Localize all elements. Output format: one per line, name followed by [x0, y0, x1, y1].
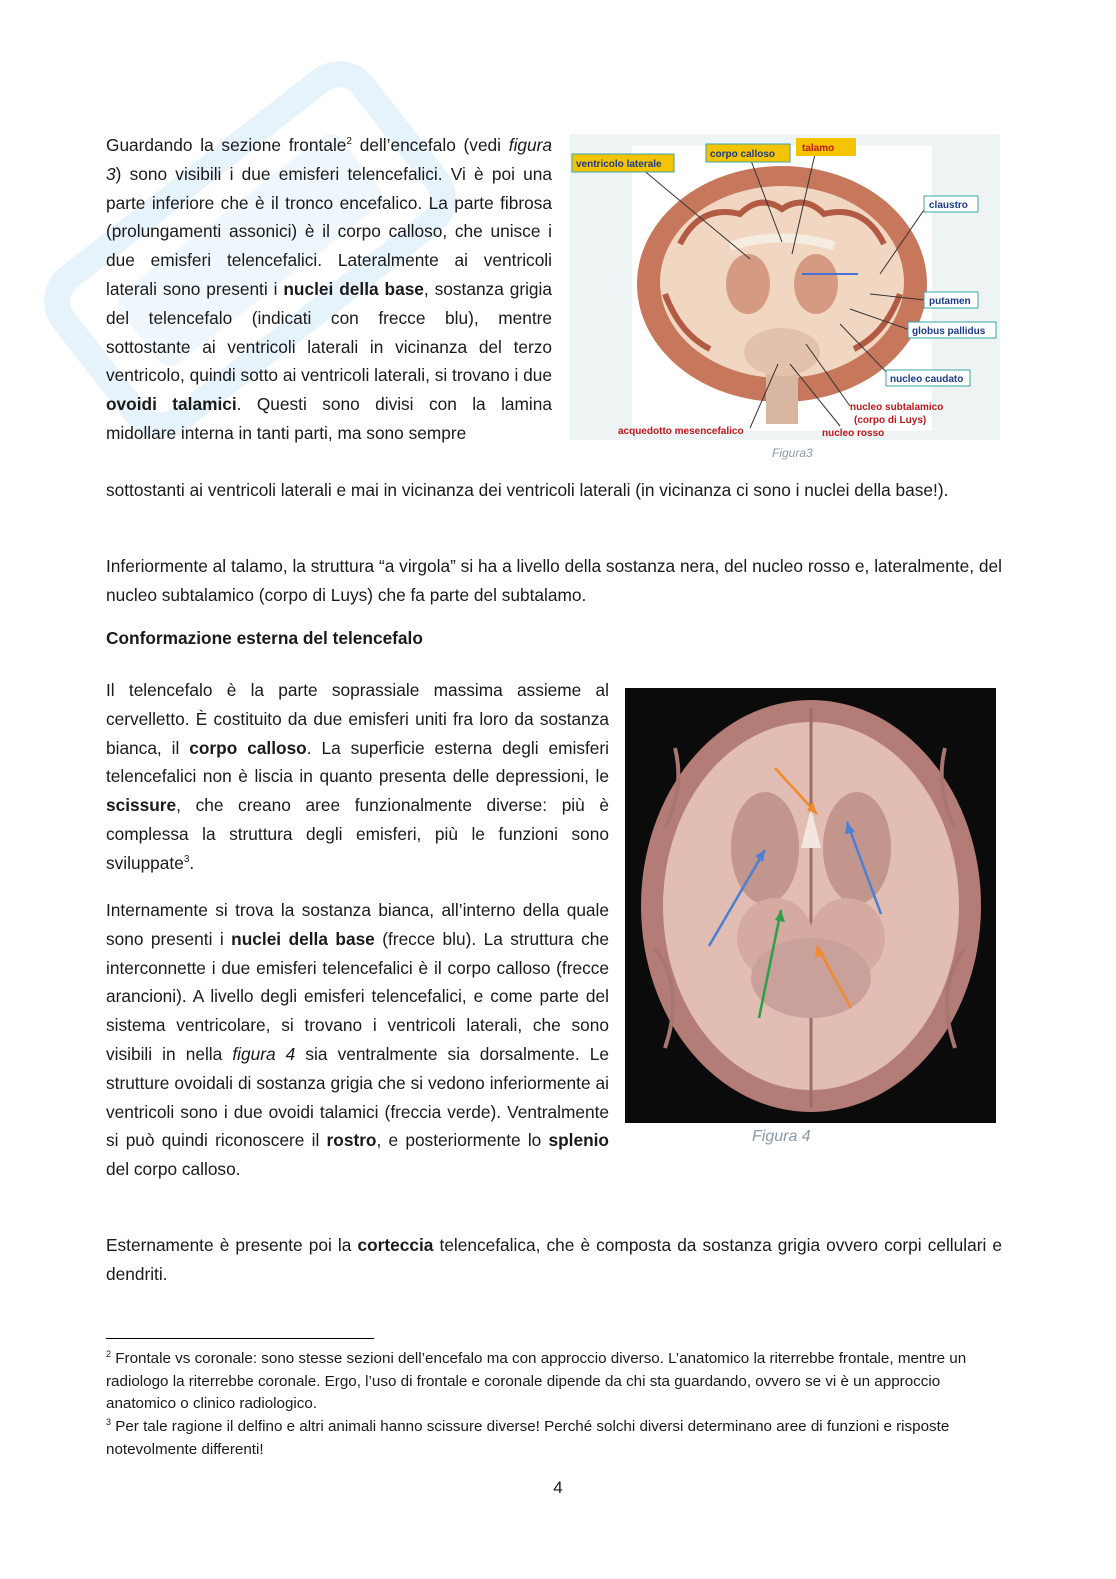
paragraph-frontal-section-cont: sottostanti ai ventricoli laterali e mai in vicinanza dei ventricoli laterali (in vicinanza ci sono i nuclei della base!).	[106, 480, 949, 500]
figure-3-coronal-section	[570, 134, 1000, 440]
label-globus-pallidus: globus pallidus	[912, 326, 986, 337]
label-ventricolo-laterale: ventricolo laterale	[576, 159, 662, 170]
figure-4-axial-section	[625, 688, 996, 1123]
label-nucleo-rosso: nucleo rosso	[822, 428, 885, 439]
label-corpo-di-luys: (corpo di Luys)	[854, 415, 927, 426]
label-nucleo-subtalamico: nucleo subtalamico	[850, 402, 944, 413]
paragraph-frontal-section: Guardando la sezione frontale$^2$ dell’encefalo (vedi figura 3) sono visibili i due emisferi telencefalici. Vi è poi una parte inferiore che è il tronco encefalico. La parte fibrosa (prolungamenti assonici) è il corpo calloso, che unisce i due emisferi telencefalici. Lateralmente ai ventricoli laterali sono presenti i nuclei della base, sostanza grigia del telencefalo (indicati con frecce blu), mentre sottostante ai ventricoli laterali in vicinanza del terzo ventricolo, quindi sotto ai ventricoli laterali, si trovano i due ovoidi talamici. Questi sono divisi con la lamina midollare interna in tanti parti, ma sono sempre	[106, 135, 552, 443]
page-number: 4	[553, 1478, 563, 1497]
brain-axial-photo	[641, 700, 981, 1112]
label-putamen: putamen	[929, 296, 971, 307]
figure-4-caption: Figura 4	[752, 1128, 811, 1145]
footnote-separator	[106, 1338, 374, 1339]
label-acquedotto-mesencefalico: acquedotto mesencefalico	[618, 426, 744, 437]
paragraph-inferior-thalamus: Inferiormente al talamo, la struttura “a virgola” si ha a livello della sostanza nera, del nucleo rosso e, lateralmente, del nucleo subtalamico (corpo di Luys) che fa parte del subtalamo.	[106, 556, 1002, 605]
footnote-2: $^2$ Frontale vs coronale: sono stesse sezioni dell’encefalo ma con approccio diverso. L’anatomico la riterrebbe frontale, mentre un radiologo la riterrebbe coronale. Ergo, l’uso di frontale e coronale dipende da chi sta guardando, ovvero se vi è un approccio anatomico o clinico radiologico.	[106, 1348, 967, 1413]
paragraph-cortex: Esternamente è presente poi la corteccia telencefalica, che è composta da sostanza grigia ovvero corpi cellulari e dendriti.	[106, 1235, 1003, 1284]
paragraph-telencephalon: Il telencefalo è la parte soprassiale massima assieme al cervelletto. È costituito da due emisferi uniti fra loro da sostanza bianca, il corpo calloso. La superficie esterna degli emisferi telencefalici non è liscia in quanto presenta delle depressioni, le scissure, che creano aree funzionalmente diverse: più è complessa la struttura degli emisferi, più le funzioni sono sviluppate$^3$.	[106, 680, 610, 873]
label-talamo: talamo	[802, 143, 835, 154]
paragraph-white-matter: Internamente si trova la sostanza bianca, all’interno della quale sono presenti i nuclei della base (frecce blu). La struttura che interconnette i due emisferi telencefalici è il corpo calloso (frecce arancioni). A livello degli emisferi telencefalici, e come parte del sistema ventricolare, si trovano i ventricoli laterali, che sono visibili in nella figura 4 sia ventralmente sia dorsalmente. Le strutture ovoidali di sostanza grigia che si vedono inferiormente ai ventricoli sono i due ovoidi talamici (freccia verde). Ventralmente si può quindi riconoscere il rostro, e posteriormente lo splenio del corpo calloso.	[106, 900, 609, 1180]
label-claustro: claustro	[929, 200, 968, 211]
footnote-3: $^3$ Per tale ragione il delfino e altri animali hanno scissure diverse! Perché solchi diversi determinano aree di funzioni e risposte notevolmente differenti!	[106, 1416, 950, 1458]
label-nucleo-caudato: nucleo caudato	[890, 374, 964, 385]
section-heading: Conformazione esterna del telencefalo	[106, 628, 423, 648]
label-corpo-calloso: corpo calloso	[710, 149, 776, 160]
figure-3-caption: Figura3	[772, 446, 813, 460]
